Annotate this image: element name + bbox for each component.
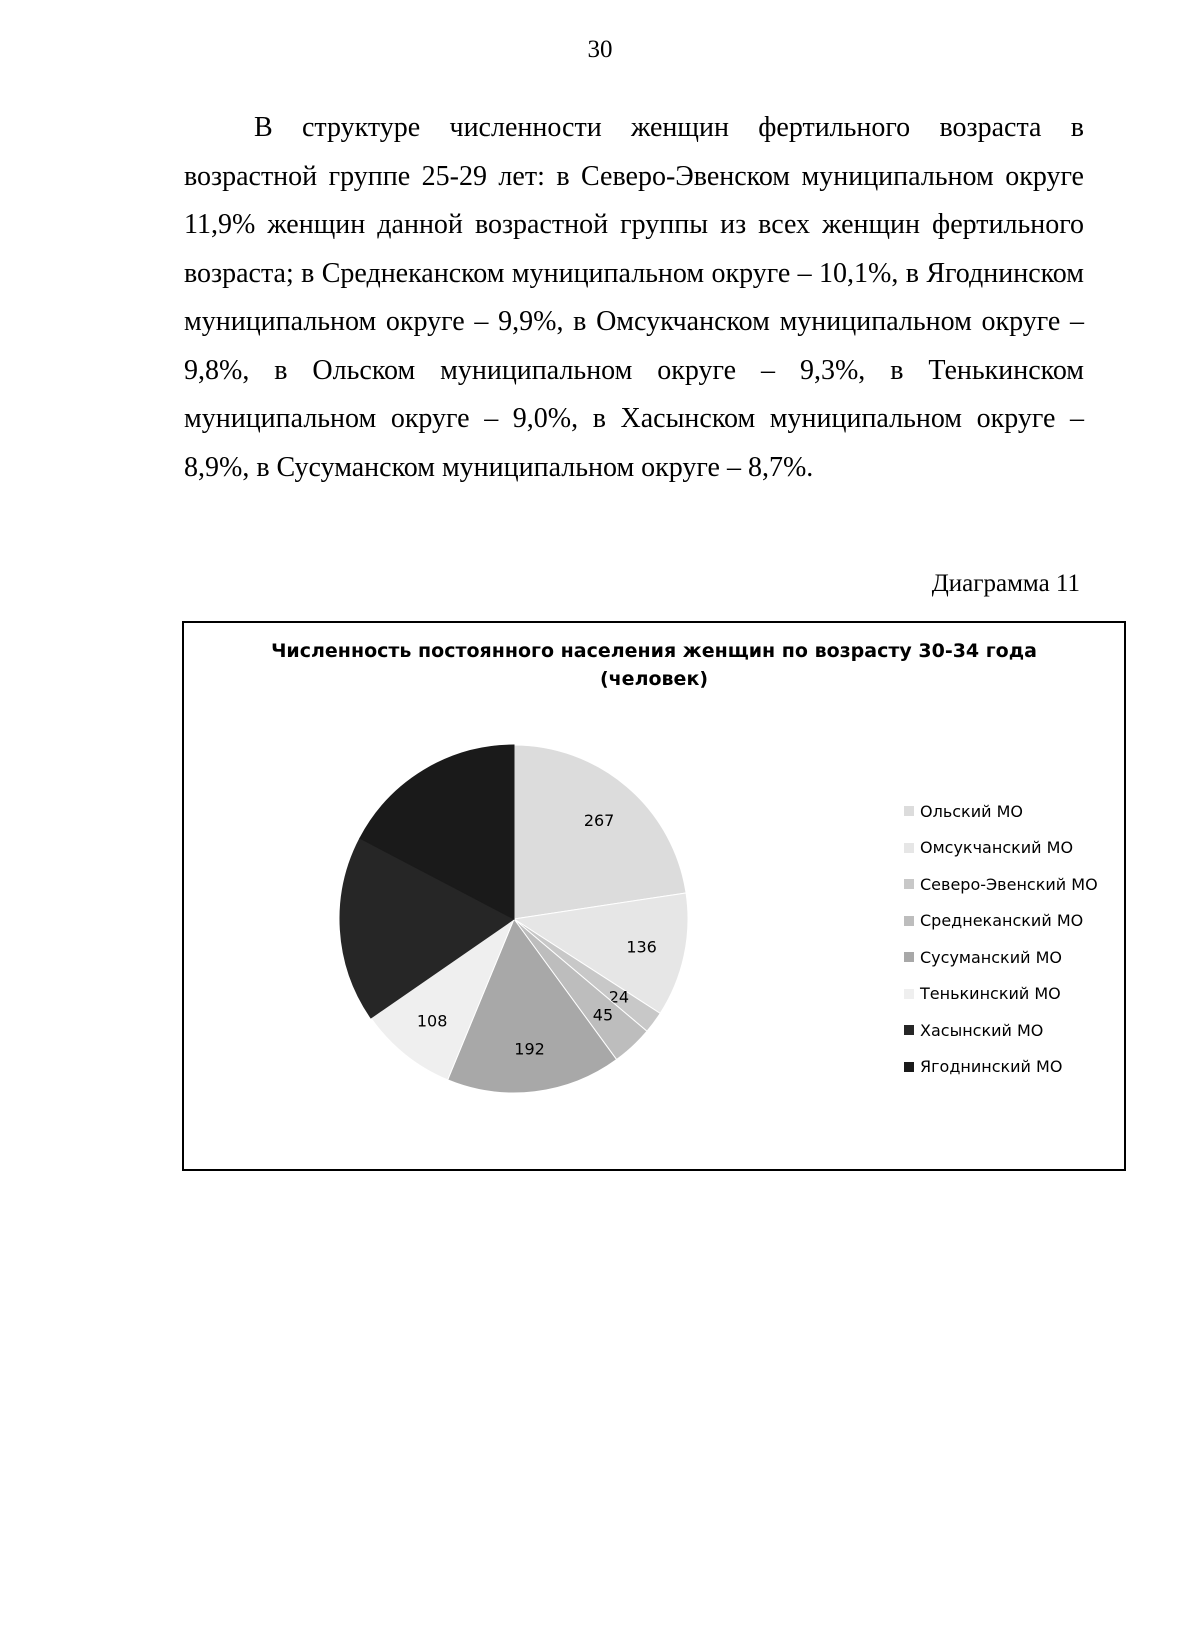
legend-item <box>904 1049 1098 1086</box>
legend-label: Ольский МО <box>920 801 1023 821</box>
legend-label: Среднеканский МО <box>920 911 1084 931</box>
legend-item <box>904 903 1098 940</box>
legend-item <box>904 866 1098 903</box>
legend-item <box>904 976 1098 1013</box>
slice-data-label: 267 <box>583 811 615 831</box>
legend-label: Ягоднинский МО <box>920 1057 1063 1077</box>
slice-data-label: 136 <box>626 937 657 957</box>
legend-label: Северо-Эвенский МО <box>920 874 1098 894</box>
legend-item <box>904 1012 1098 1049</box>
legend-label: Тенькинский МО <box>920 984 1061 1004</box>
legend-label: Хасынский МО <box>920 1020 1044 1040</box>
chart-title-line2: (человек) <box>599 668 709 690</box>
legend-swatch <box>904 989 914 999</box>
legend-swatch <box>904 1062 914 1072</box>
legend-swatch <box>904 952 914 962</box>
legend-label: Сусуманский МО <box>920 947 1062 967</box>
legend-item <box>904 793 1098 830</box>
body-paragraph: В структуре численности женщин фертильного возраста в возрастной группе 25-29 лет: в Северо-Эвенском муниципальном округе 11,9% женщин данной возрастной группы из всех женщин фертильного возраста; в Среднеканском муниципальном округе – 10,1%, в Ягоднинском муниципальном округе – 9,9%, в Омсукчанском муниципальном округе – 9,8%, в Ольском муниципальном округе – 9,3%, в Тенькинском муниципальном округе – 9,0%, в Хасынском муниципальном округе – 8,9%, в Сусуманском муниципальном округе – 8,7%. <box>184 112 1084 483</box>
legend-item <box>904 939 1098 976</box>
legend-swatch <box>904 879 914 889</box>
legend-swatch <box>904 916 914 926</box>
chart-legend <box>904 793 1098 1085</box>
slice-data-label: 192 <box>514 1039 545 1059</box>
legend-label: Омсукчанский МО <box>920 838 1074 858</box>
slice-data-label: 45 <box>592 1005 614 1025</box>
pie-slice <box>514 745 686 919</box>
slice-data-label: 108 <box>416 1011 448 1031</box>
chart-title-line1: Численность постоянного населения женщин по возрасту 30-34 года <box>271 640 1037 662</box>
chart-frame <box>182 621 1126 1171</box>
legend-swatch <box>904 843 914 853</box>
legend-swatch <box>904 806 914 816</box>
slice-data-label: 24 <box>608 987 630 1007</box>
legend-item <box>904 830 1098 867</box>
page-number: 30 <box>587 36 613 63</box>
legend-swatch <box>904 1025 914 1035</box>
diagram-caption: Диаграмма 11 <box>931 570 1080 597</box>
